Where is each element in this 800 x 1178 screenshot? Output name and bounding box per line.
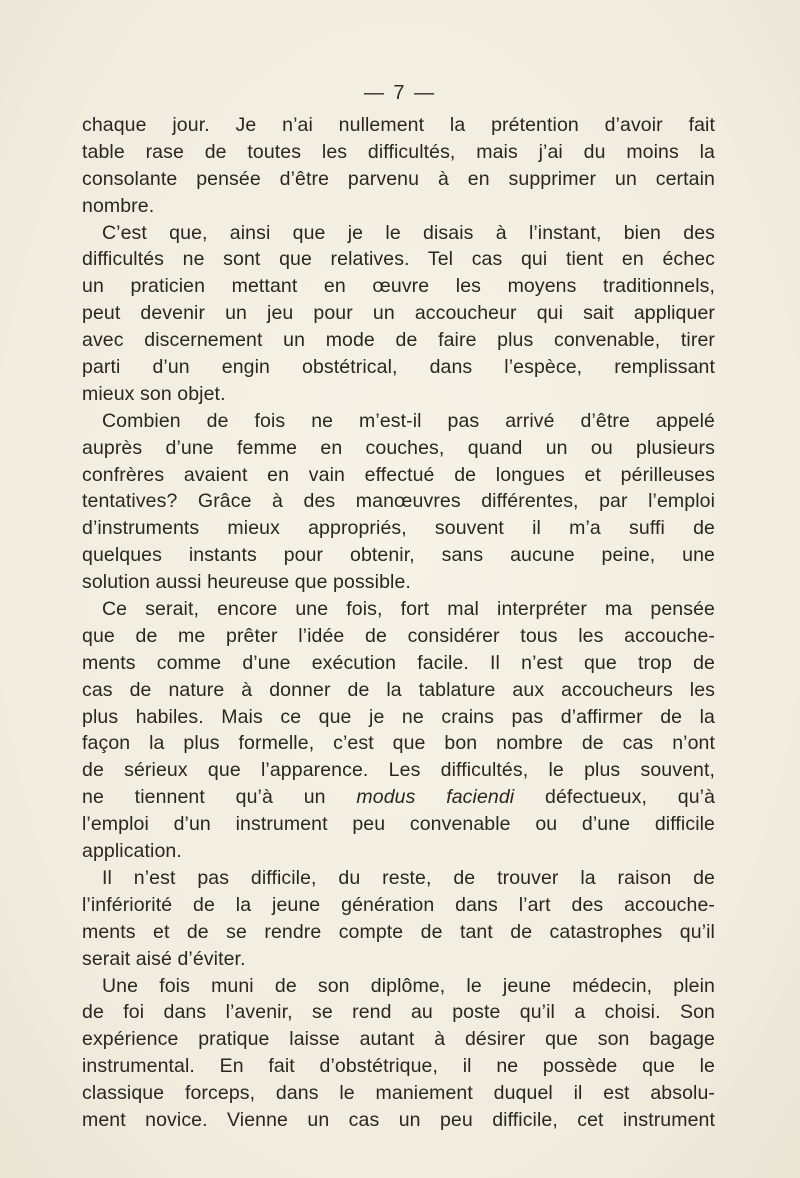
text-line: de sérieux que l’apparence. Les difficultés, le plus souvent, — [82, 759, 715, 782]
text-line: Combien de fois ne m’est-il pas arrivé d’être appelé — [102, 409, 715, 432]
text-line: chaque jour. Je n’ai nullement la prétention d’avoir fait — [82, 114, 715, 136]
text-line: l’infériorité de la jeune génération dans l’art des accouche- — [82, 893, 715, 916]
text-line: serait aisé d’éviter. — [82, 947, 246, 970]
text-line: auprès d’une femme en couches, quand un ou plusieurs — [82, 436, 715, 459]
text-line: un praticien mettant en œuvre les moyens traditionnels, — [82, 275, 715, 298]
text-line: tentatives? Grâce à des manœuvres différentes, par l’emploi — [82, 490, 715, 513]
text-line: que de me prêter l’idée de considérer tous les accouche- — [82, 624, 715, 647]
text-line: Ce serait, encore une fois, fort mal interpréter ma pensée — [102, 598, 715, 621]
text-line: Il n’est pas difficile, du reste, de trouver la raison de — [102, 866, 715, 889]
text-segment: ne tiennent qu’à un — [82, 786, 357, 809]
text-line: d’instruments mieux appropriés, souvent il m’a suffi de — [82, 517, 715, 540]
text-line: l’emploi d’un instrument peu convenable ou d’une difficile — [82, 813, 715, 836]
text-line: ment novice. Vienne un cas un peu difficile, cet instrument — [82, 1108, 715, 1131]
text-line: ments et de se rendre compte de tant de catastrophes qu’il — [82, 920, 715, 943]
text-body — [82, 112, 715, 1134]
text-line: plus habiles. Mais ce que je ne crains pas d’affirmer de la — [82, 705, 715, 728]
text-line: peut devenir un jeu pour un accoucheur qui sait appliquer — [82, 302, 715, 325]
text-line: expérience pratique laisse autant à désirer que son bagage — [82, 1028, 715, 1051]
text-line: quelques instants pour obtenir, sans aucune peine, une — [82, 544, 715, 567]
text-line: consolante pensée d’être parvenu à en supprimer un certain — [82, 167, 715, 190]
text-line: confrères avaient en vain effectué de longues et périlleuses — [82, 463, 715, 486]
text-line: table rase de toutes les difficultés, mais j’ai du moins la — [82, 140, 715, 163]
text-line: parti d’un engin obstétrical, dans l’espèce, remplissant — [82, 356, 715, 379]
text-line: difficultés ne sont que relatives. Tel cas qui tient en échec — [82, 248, 715, 271]
text-line: classique forceps, dans le maniement duquel il est absolu- — [82, 1082, 715, 1105]
text-line: nombre. — [82, 194, 155, 217]
text-line: solution aussi heureuse que possible. — [82, 571, 411, 594]
page-number: — 7 — — [363, 82, 437, 104]
text-line: ments comme d’une exécution facile. Il n’est que trop de — [82, 651, 715, 674]
text-line: Une fois muni de son diplôme, le jeune médecin, plein — [102, 974, 715, 997]
italic-phrase: modus faciendi — [356, 786, 515, 809]
text-line: cas de nature à donner de la tablature aux accoucheurs les — [82, 678, 715, 701]
text-line: instrumental. En fait d’obstétrique, il ne possède que le — [82, 1055, 715, 1078]
text-line: mieux son objet. — [82, 382, 226, 405]
text-line: de foi dans l’avenir, se rend au poste qu’il a choisi. Son — [82, 1001, 715, 1024]
text-line: application. — [82, 840, 182, 863]
text-line: avec discernement un mode de faire plus convenable, tirer — [82, 329, 715, 352]
text-line: C’est que, ainsi que je le disais à l’instant, bien des — [102, 221, 715, 244]
text-line-mixed — [82, 784, 715, 811]
text-segment: défectueux, qu’à — [514, 786, 716, 809]
text-line: façon la plus formelle, c’est que bon nombre de cas n’ont — [82, 732, 715, 755]
